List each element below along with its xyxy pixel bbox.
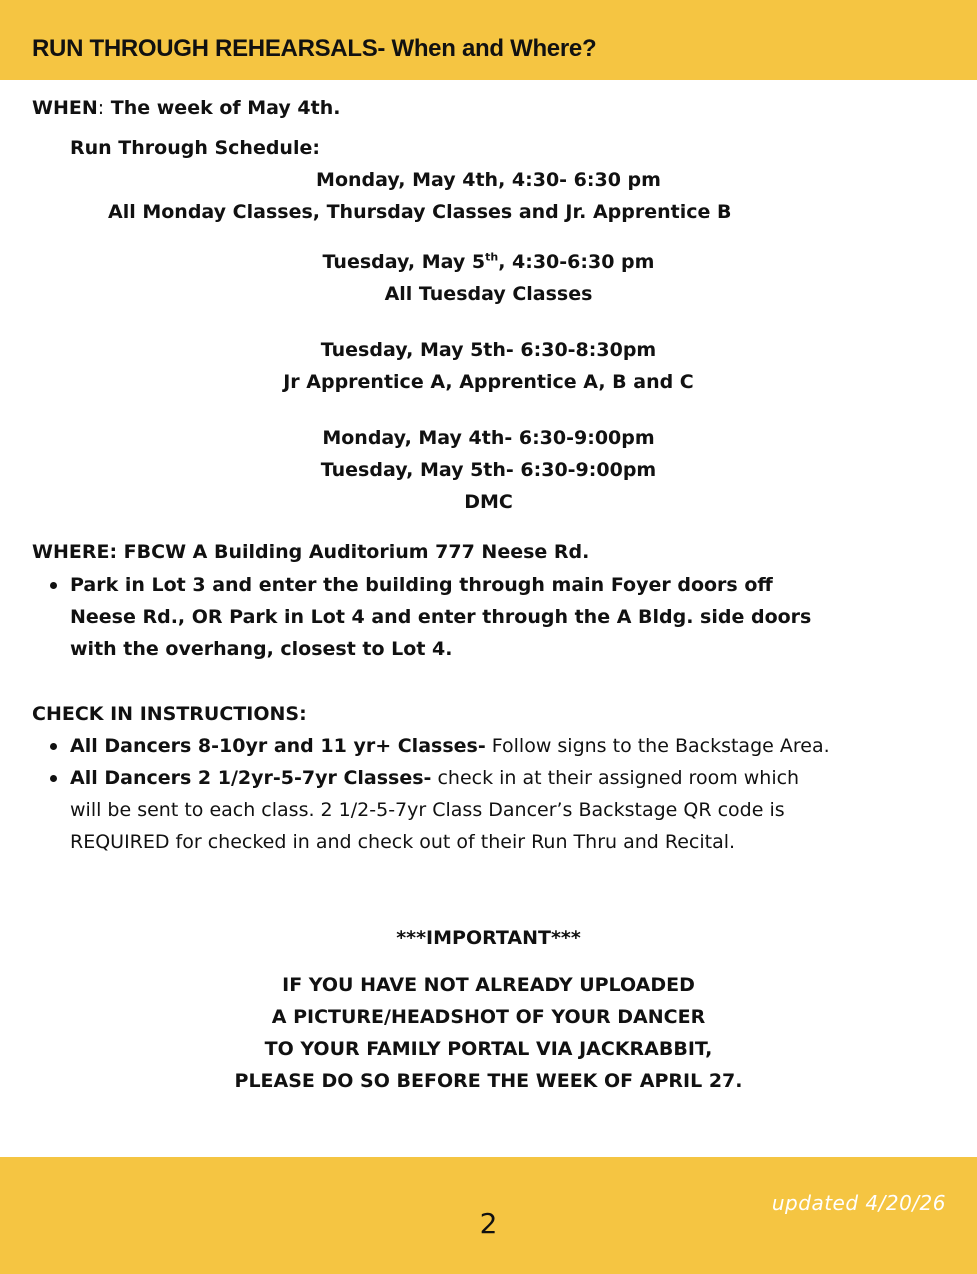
check-in-item-text: Follow signs to the Backstage Area. [485,735,830,757]
where-heading: WHERE: FBCW A Building Auditorium 777 Neese Rd. [32,541,590,563]
when-colon: : [97,97,105,119]
schedule-line-date: Tuesday, May 5 [322,251,486,273]
when-text: The week of May 4th. [104,97,341,119]
important-line: PLEASE DO SO BEFORE THE WEEK OF APRIL 27. [234,1070,743,1092]
check-in-item-continuation: will be sent to each class. 2 1/2-5-7yr Class Dancer’s Backstage QR code is [70,799,785,821]
check-in-item [70,730,830,762]
bullet-icon [50,569,62,601]
schedule-heading: Run Through Schedule: [70,137,320,159]
bullet-icon [50,762,62,794]
where-bullet-line: Neese Rd., OR Park in Lot 4 and enter through the A Bldg. side doors [70,606,812,628]
check-in-heading: CHECK IN INSTRUCTIONS: [32,703,307,725]
schedule-line: All Monday Classes, Thursday Classes and Jr. Apprentice B [108,201,732,223]
check-in-item-bold: All Dancers 8-10yr and 11 yr+ Classes- [70,735,486,757]
page-title: RUN THROUGH REHEARSALS- When and Where? [32,35,597,62]
schedule-line: Tuesday, May 5th- 6:30-9:00pm [320,459,657,481]
page-number: 2 [479,1207,498,1240]
check-in-item [70,762,799,794]
updated-date: updated 4/20/26 [771,1191,946,1215]
schedule-line: All Tuesday Classes [384,283,593,305]
schedule-line: DMC [464,491,513,513]
important-line: IF YOU HAVE NOT ALREADY UPLOADED [282,974,695,996]
bullet-icon [50,730,62,762]
where-bullet-line: Park in Lot 3 and enter the building through main Foyer doors off [70,574,773,596]
important-heading: ***IMPORTANT*** [396,927,581,949]
schedule-line-time: , 4:30-6:30 pm [498,251,655,273]
when-line [32,92,340,124]
check-in-item-continuation: REQUIRED for checked in and check out of their Run Thru and Recital. [70,831,736,853]
check-in-item-text: check in at their assigned room which [431,767,800,789]
when-label: WHEN [32,97,98,119]
schedule-line: Jr Apprentice A, Apprentice A, B and C [283,371,694,393]
schedule-line [0,246,977,278]
check-in-item-bold: All Dancers 2 1/2yr-5-7yr Classes- [70,767,432,789]
ordinal-suffix: th [485,250,499,264]
important-line: A PICTURE/HEADSHOT OF YOUR DANCER [271,1006,706,1028]
schedule-line: Tuesday, May 5th- 6:30-8:30pm [320,339,657,361]
schedule-line: Monday, May 4th- 6:30-9:00pm [322,427,655,449]
where-bullet-line: with the overhang, closest to Lot 4. [70,638,453,660]
important-line: TO YOUR FAMILY PORTAL VIA JACKRABBIT, [264,1038,713,1060]
schedule-line: Monday, May 4th, 4:30- 6:30 pm [316,169,661,191]
